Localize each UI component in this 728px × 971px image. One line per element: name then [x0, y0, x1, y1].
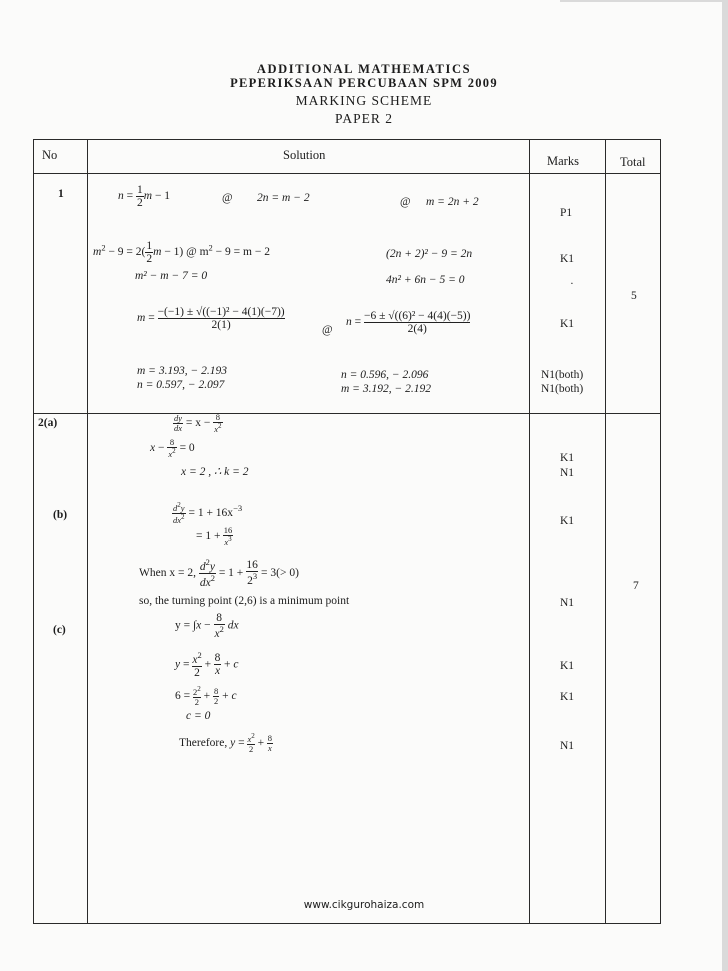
- q1-at-3: @: [322, 324, 333, 336]
- q2a-mark-n1: N1: [560, 467, 575, 479]
- q1-mark-n1-b: N1(both): [541, 383, 584, 395]
- header-total: Total: [620, 155, 646, 169]
- q1-eq-sub-n: (2n + 2)² − 9 = 2n: [386, 248, 473, 260]
- scan-edge-right: [722, 0, 728, 971]
- q1-answer-n: n = 0.597, − 2.097: [137, 379, 225, 391]
- q2b-when-x2: When x = 2, $\frac{d^2y}{dx^2}$ = 1 + $\frac{16}{2^3}$ = 3(> 0): [139, 557, 299, 589]
- q1-number: 1: [58, 188, 64, 200]
- col-divider-2: [529, 139, 530, 924]
- col-divider-1: [87, 139, 88, 924]
- q2a-number: 2(a): [38, 417, 58, 429]
- scan-edge-top: [560, 0, 728, 2]
- q1-eq-n: n = $\frac{1}{2}$ m − 1: [118, 184, 171, 210]
- paper-title: PAPER 2: [335, 111, 393, 126]
- q2c-number: (c): [53, 624, 66, 636]
- q1-formula-n: n = $\frac{\text{−6 ± √((6)² − 4(4)(−5))}}{2(4)}$: [346, 310, 471, 336]
- header-marks: Marks: [547, 154, 579, 168]
- q1-at-2: @: [400, 196, 411, 208]
- q2b-number: (b): [53, 509, 68, 521]
- q1-total: 5: [631, 290, 637, 302]
- q2a-mark-k1: K1: [560, 452, 575, 464]
- q1-answer-m-alt: m = 3.192, − 2.192: [341, 383, 431, 395]
- q2a-set-zero: x − $\frac{8}{x^2}$ = 0: [150, 437, 195, 459]
- q1-mark-dot: ·: [570, 278, 574, 290]
- col-divider-3: [605, 139, 606, 924]
- q1-at-1: @: [222, 192, 233, 204]
- q2a-derivative: $\frac{dy}{dx}$ = x − $\frac{8}{x^2}$: [174, 412, 222, 434]
- q2b-mark-n1: N1: [560, 597, 575, 609]
- q2c-mark-k1-b: K1: [560, 691, 575, 703]
- q1-eq-m: m = 2n + 2: [426, 196, 479, 208]
- scheme-title: MARKING SCHEME: [295, 93, 433, 108]
- q2c-constant: c = 0: [186, 710, 211, 722]
- q1-answer-n-alt: n = 0.596, − 2.096: [341, 369, 429, 381]
- q2c-final: Therefore, y = $\frac{x^2}{2}$ + $\frac{8}{x}$: [179, 732, 273, 754]
- subject-title: ADDITIONAL MATHEMATICS: [256, 62, 472, 76]
- q2b-mark-k1: K1: [560, 515, 575, 527]
- q1-mark-k1-a: K1: [560, 253, 575, 265]
- q1-mark-p1: P1: [560, 207, 573, 219]
- q1-mark-k1-b: K1: [560, 318, 575, 330]
- q2c-antiderivative: y = $\frac{x^2}{2}$ + $\frac{8}{x}$ + c: [175, 650, 239, 679]
- q2-total: 7: [633, 580, 639, 592]
- header-no: No: [42, 148, 58, 162]
- q1-mark-n1-a: N1(both): [541, 369, 584, 381]
- q2b-conclusion: so, the turning point (2,6) is a minimum point: [139, 595, 350, 607]
- q1-eq-sub-m: $m^2 - 9 = 2$( $\frac{1}{2}$ m − 1) @ $m^2 - 9 = m - 2$: [93, 240, 270, 266]
- q1-formula-m: m = $\frac{\text{−(−1) ± √((−1)² − 4(1)(−7))}}{2(1)}$: [137, 306, 285, 332]
- q2c-mark-k1-a: K1: [560, 660, 575, 672]
- header-row-divider: [33, 173, 661, 174]
- q2b-simplified: = 1 + $\frac{16}{x^3}$: [196, 525, 233, 547]
- q2a-solution: x = 2 , ∴ k = 2: [181, 466, 249, 478]
- q1-eq-2n: 2n = m − 2: [257, 192, 310, 204]
- footer-url: www.cikgurohaiza.com: [303, 899, 425, 911]
- exam-title: PEPERIKSAAN PERCUBAAN SPM 2009: [230, 76, 498, 90]
- q2b-second-derivative: $\frac{d^2y}{dx^2}$ = $1 + 16x^{-3}$: [173, 501, 243, 525]
- q2c-substitute: 6 = $\frac{2^2}{2}$ + $\frac{8}{2}$ + c: [175, 685, 237, 707]
- q2c-integral: y = ∫x − $\frac{8}{x^2}$ dx: [175, 612, 239, 640]
- header-solution: Solution: [283, 148, 326, 162]
- q1-answer-m: m = 3.193, − 2.193: [137, 365, 227, 377]
- q1-quadratic-n: 4n² + 6n − 5 = 0: [386, 274, 465, 286]
- q1-q2-divider: [33, 413, 661, 414]
- q2c-mark-n1: N1: [560, 740, 575, 752]
- q1-quadratic-m: m² − m − 7 = 0: [135, 270, 208, 282]
